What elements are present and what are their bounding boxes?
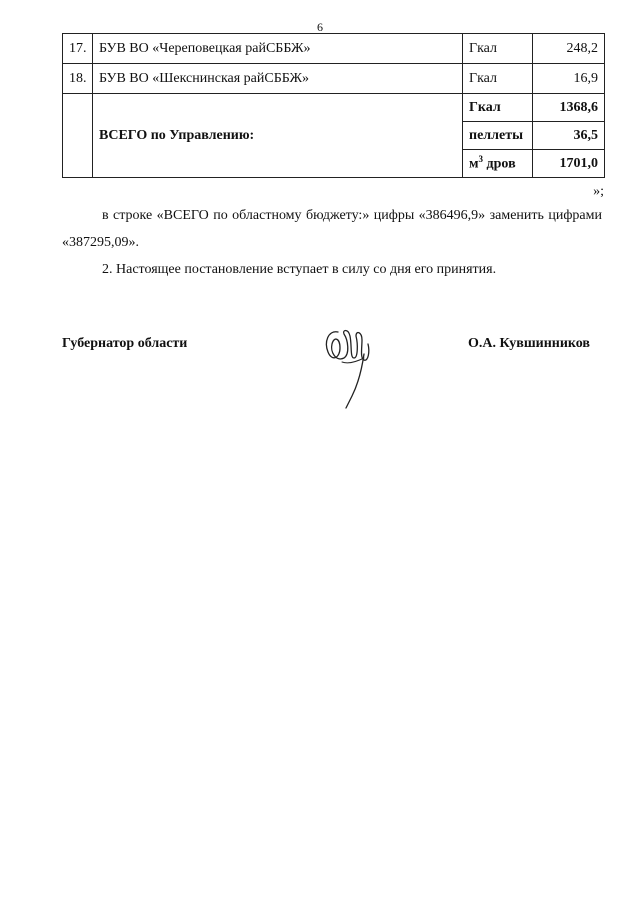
table-row [63, 64, 605, 94]
signatory-title: Губернатор области [62, 336, 188, 351]
amendment-paragraph: в строке «ВСЕГО по областному бюджету:» цифры «386496,9» заменить цифрами «387295,09». [62, 208, 602, 250]
unit-base: м [469, 156, 479, 172]
closing-quote: »; [593, 184, 604, 199]
row-number: 17. [63, 34, 93, 64]
total-unit [463, 150, 533, 178]
table-row [63, 34, 605, 64]
row-value: 248,2 [533, 34, 605, 64]
total-value: 36,5 [533, 122, 605, 150]
unit-rest: дров [483, 156, 516, 172]
unit-superscript: 3 [478, 154, 484, 165]
total-unit: пеллеты [463, 122, 533, 150]
row-institution: БУВ ВО «Череповецкая райСББЖ» [93, 34, 463, 64]
row-unit: Гкал [463, 64, 533, 94]
handwritten-signature [318, 318, 378, 410]
row-value: 16,9 [533, 64, 605, 94]
total-row [63, 94, 605, 122]
total-empty-cell [63, 94, 93, 178]
signatory-name: О.А. Кувшинников [467, 336, 590, 351]
total-unit: Гкал [463, 94, 533, 122]
effective-date-paragraph: 2. Настоящее постановление вступает в силу со дня его принятия. [102, 262, 497, 277]
row-number: 18. [63, 64, 93, 94]
budget-table [62, 33, 605, 178]
page-number: 6 [317, 20, 323, 34]
total-label: ВСЕГО по Управлению: [93, 94, 463, 178]
row-institution: БУВ ВО «Шекснинская райСББЖ» [93, 64, 463, 94]
row-unit: Гкал [463, 34, 533, 64]
total-value: 1368,6 [533, 94, 605, 122]
total-value: 1701,0 [533, 150, 605, 178]
